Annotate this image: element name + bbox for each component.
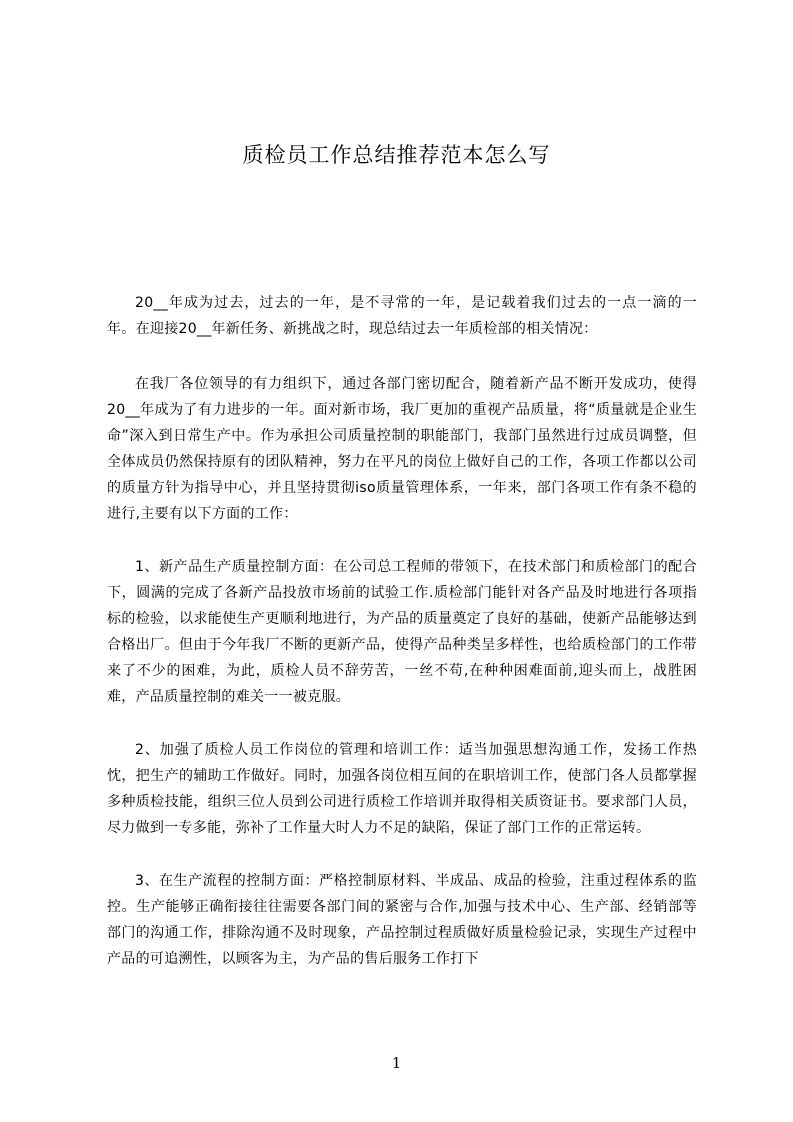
document-title: 质检员工作总结推荐范本怎么写 <box>242 143 551 167</box>
document-body <box>107 290 697 998</box>
paragraph-new-product-quality: 1、新产品生产质量控制方面：在公司总工程师的带领下，在技术部门和质检部门的配合下，圆满的完成了各新产品投放市场前的试验工作.质检部门能针对各产品及时地进行各项指标的检验，以求能使生产更顺利地进行，为产品的质量奠定了良好的基础，使新产品能够达到合格出厂。但由于今年我厂不断的更新产品，使得产品种类呈多样性，也给质检部门的工作带来了不少的困难，为此，质检人员不辞劳苦，一丝不苟,在种种困难面前,迎头而上，战胜困难，产品质量控制的难关一一被克服。 <box>107 559 697 705</box>
paragraph-staff-training: 2、加强了质检人员工作岗位的管理和培训工作：适当加强思想沟通工作，发扬工作热忱，把生产的辅助工作做好。同时，加强各岗位相互间的在职培训工作，使部门各人员都掌握多种质检技能，组织三位人员到公司进行质检工作培训并取得相关质资证书。要求部门人员，尽力做到一专多能，弥补了工作量大时人力不足的缺陷，保证了部门工作的正常运转。 <box>107 742 697 836</box>
page-number: 1 <box>391 1054 402 1072</box>
paragraph-process-control: 3、在生产流程的控制方面：严格控制原材料、半成品、成品的检验，注重过程体系的监控。生产能够正确衔接往往需要各部门间的紧密与合作,加强与技术中心、生产部、经销部等部门的沟通工作，排除沟通不及时现象，产品控制过程质做好质量检验记录，实现生产过程中产品的可追溯性，以顾客为主，为产品的售后服务工作打下 <box>107 873 697 967</box>
paragraph-overview: 在我厂各位领导的有力组织下，通过各部门密切配合，随着新产品不断开发成功，使得20__年成为了有力进步的一年。面对新市场，我厂更加的重视产品质量，将“质量就是企业生命”深入到日常生产中。作为承担公司质量控制的职能部门，我部门虽然进行过成员调整，但全体成员仍然保持原有的团队精神，努力在平凡的岗位上做好自己的工作，各项工作都以公司的质量方针为指导中心，并且坚持贯彻iso质量管理体系，一年来，部门各项工作有条不稳的进行,主要有以下方面的工作： <box>107 376 697 522</box>
paragraph-intro: 20__年成为过去，过去的一年，是不寻常的一年，是记载着我们过去的一点一滴的一年。在迎接20__年新任务、新挑战之时，现总结过去一年质检部的相关情况： <box>107 295 697 337</box>
